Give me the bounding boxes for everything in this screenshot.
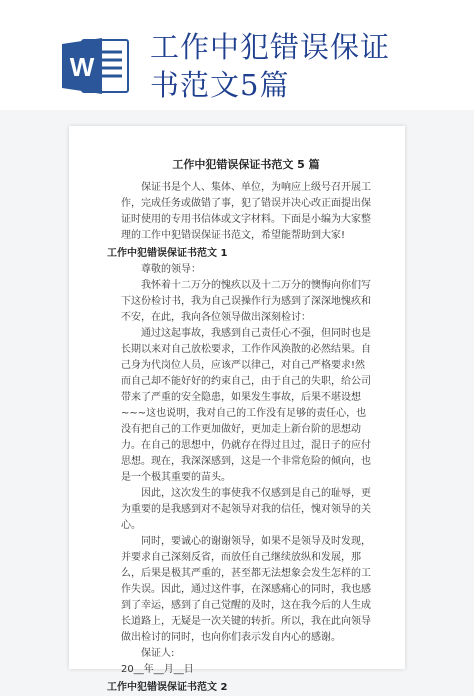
heading-line-2: 书范文5篇 xyxy=(150,68,290,102)
greeting: 尊敬的领导： xyxy=(141,264,201,275)
paragraph-2: 通过这起事故，我感到自己责任心不强，但同时也是长期以来对自己放松要求，工作作风涣散的必然结果。自己身为代岗位人员，应该严以律己，对自己严格要求!然而自己却不能好好的约束自己，由于自己的失职，给公司带来了严重的安全隐患，如果发生事故，后果不堪设想~~~这也说明，我对自己的工作没有足够的责任心，也没有把自己的工作更加做好，更加走上新台阶的思想动力。在自己的思想中，仍就存在得过且过，混日子的应付思想。现在，我深深感到，这是一个非常危险的倾向，也是一个极其重要的苗头。 xyxy=(121,328,371,483)
intro-paragraph: 保证书是个人、集体、单位，为响应上级号召开展工作，完成任务或做错了事，犯了错误并决心改正面提出保证时使用的专用书信体或文字材料。下面是小编为大家整理的工作中犯错误保证书范文，希望能帮助到大家! xyxy=(121,182,371,241)
heading-line-1: 工作中犯错误保证 xyxy=(150,30,391,64)
paragraph-4: 同时，要诚心的谢谢领导，如果不是领导及时发现，并要求自己深刻反省，而放任自己继续放纵和发展，那么，后果是极其严重的，甚至都无法想象会发生怎样的工作失误。因此，通过这件事，在深感痛心的同时，我也感到了幸运，感到了自己觉醒的及时，这在我今后的人生成长道路上，无疑是一次关键的转折。所以，我在此向领导做出检讨的同时，也向你们表示发自内心的感谢。 xyxy=(121,536,371,643)
header-banner xyxy=(0,0,474,110)
word-logo-letter: W xyxy=(69,52,95,82)
date-line: 20__年__月__日 xyxy=(121,664,194,675)
signer-label: 保证人: xyxy=(141,648,175,659)
word-doc-icon xyxy=(62,36,134,96)
section-heading-2: 工作中犯错误保证书范文 2 xyxy=(107,682,228,693)
document-title: 工作中犯错误保证书范文 5 篇 xyxy=(172,158,320,171)
document-body xyxy=(107,156,371,696)
paragraph-1: 我怀着十二万分的愧疚以及十二万分的懊悔向你们写下这份检讨书，我为自己误操作行为感到了深深地愧疚和不安，在此，我向各位领导做出深刻检讨： xyxy=(121,280,371,323)
paragraph-3: 因此，这次发生的事使我不仅感到是自己的耻辱，更为重要的是我感到对不起领导对我的信任，愧对领导的关心。 xyxy=(121,488,371,531)
document-page xyxy=(69,126,405,693)
document-heading xyxy=(150,28,450,104)
section-heading-1: 工作中犯错误保证书范文 1 xyxy=(107,248,228,259)
